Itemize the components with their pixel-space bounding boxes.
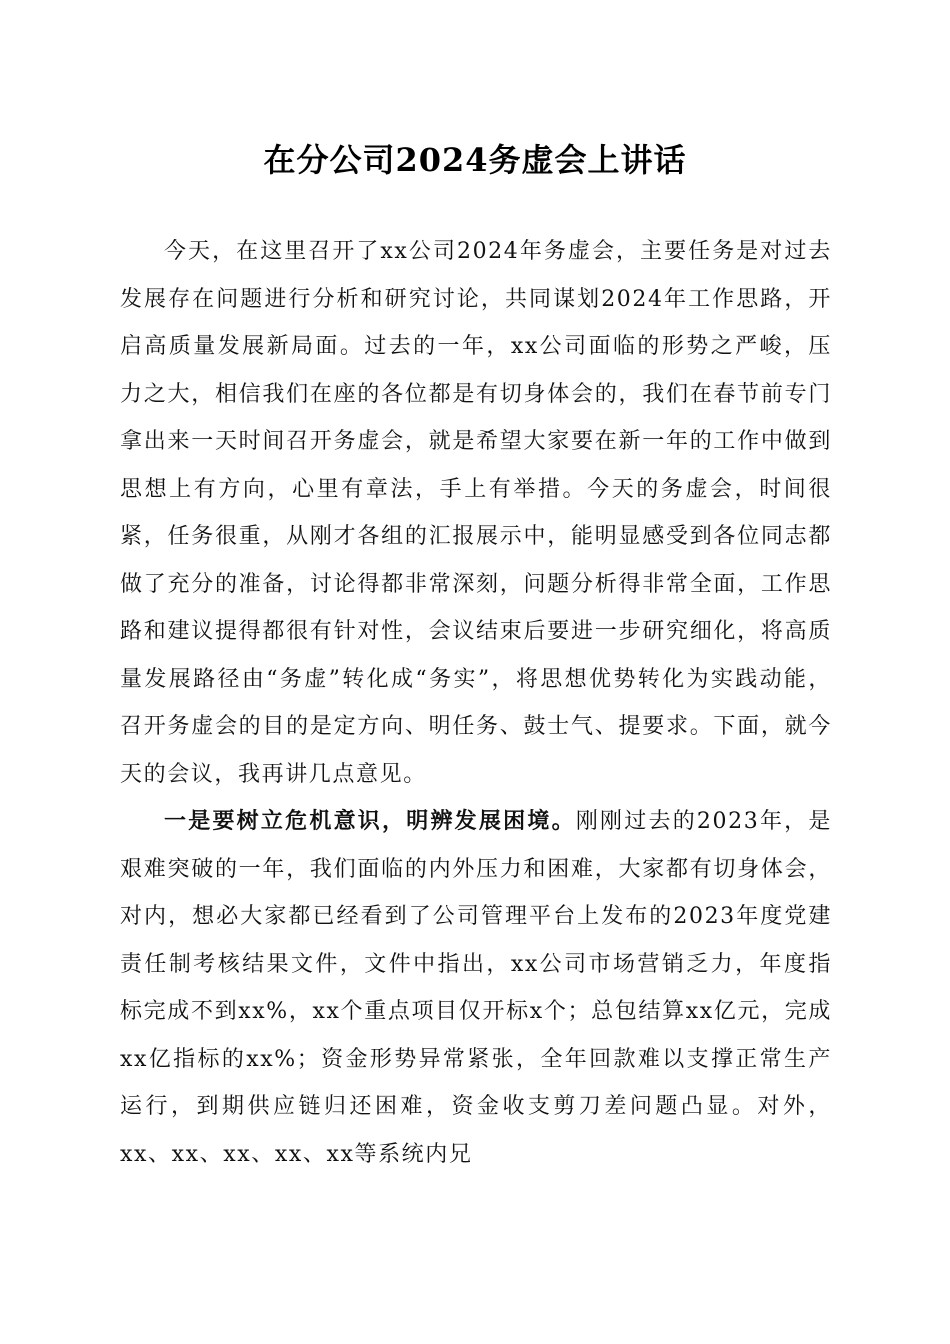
document-body <box>120 228 832 1178</box>
paragraph-point-one-lead: 一是要树立危机意识，明辨发展困境。 <box>164 808 576 834</box>
paragraph-point-one-text: 刚刚过去的2023年，是艰难突破的一年，我们面临的内外压力和困难，大家都有切身体会，对内，想必大家都已经看到了公司管理平台上发布的2023年度党建责任制考核结果文件，文件中指出，xx公司市场营销乏力，年度指标完成不到xx%，xx个重点项目仅开标x个；总包结算xx亿元，完成xx亿指标的xx%；资金形势异常紧张，全年回款难以支撑正常生产运行，到期供应链归还困难，资金收支剪刀差问题凸显。对外，xx、xx、xx、xx、xx等系统内兄 <box>120 809 832 1167</box>
paragraph-opening <box>120 228 832 798</box>
paragraph-point-one <box>120 798 832 1178</box>
document-title: 在分公司2024务虚会上讲话 <box>263 141 687 179</box>
paragraph-opening-text: 今天，在这里召开了xx公司2024年务虚会，主要任务是对过去发展存在问题进行分析和研究讨论，共同谋划2024年工作思路，开启高质量发展新局面。过去的一年，xx公司面临的形势之严峻，压力之大，相信我们在座的各位都是有切身体会的，我们在春节前专门拿出来一天时间召开务虚会，就是希望大家要在新一年的工作中做到思想上有方向，心里有章法，手上有举措。今天的务虚会，时间很紧，任务很重，从刚才各组的汇报展示中，能明显感受到各位同志都做了充分的准备，讨论得都非常深刻，问题分析得非常全面，工作思路和建议提得都很有针对性，会议结束后要进一步研究细化，将高质量发展路径由“务虚”转化成“务实”，将思想优势转化为实践动能，召开务虚会的目的是定方向、明任务、鼓士气、提要求。下面，就今天的会议，我再讲几点意见。 <box>120 239 832 787</box>
